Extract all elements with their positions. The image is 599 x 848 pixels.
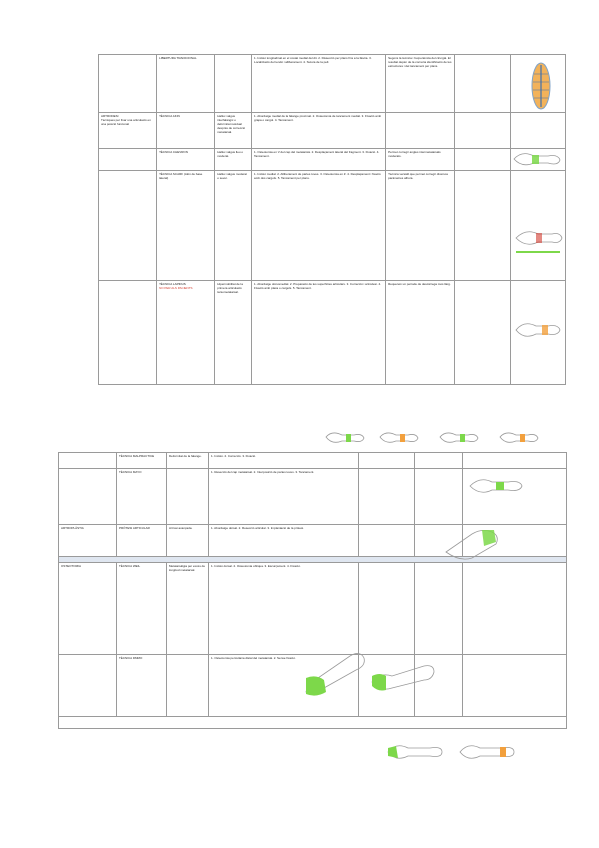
indication-cell: Artrosi avançada. <box>167 525 209 557</box>
bone-illustration <box>520 60 562 112</box>
steps-cell: 1. Incisió medial. 2. Alliberament de partes toves. 3. Osteotomia en Z. 4. Desplaçament i fixació amb dos cargols. 5. Tancament per plans. <box>252 171 386 281</box>
section-cell <box>99 113 157 149</box>
technique-name: LIBERTURA TRADICIONAL <box>159 56 197 60</box>
technique-name-cell <box>157 149 215 171</box>
notes-cell <box>386 113 455 149</box>
empty-row <box>59 717 567 729</box>
technique-name: TÈCNICA SCARF (Akin de base lateral) <box>159 172 203 180</box>
table-row <box>99 281 566 385</box>
section-cell: OSTEOTOMIA <box>59 563 117 655</box>
technique-name-cell <box>157 171 215 281</box>
indication-cell: Metatarsàlgia per excés de longitud metatarsal. <box>167 563 209 655</box>
technique-name: TÈCNICA CHEVRON <box>159 150 188 154</box>
indication-cell <box>167 655 209 717</box>
steps-cell: 1. Incisió longitudinal en el costat medial del dit. 2. Dissecció per plans fins a la fàscia. 3. Localització del tendó i alliberament. 4. Sutura de la pell. <box>252 55 386 113</box>
indication-cell: Deformitat de la falange. <box>167 453 209 469</box>
section-label: ARTRODESI <box>101 114 119 118</box>
figure-note-cell <box>455 113 511 149</box>
technique-name: TÈCNICA DMMO <box>117 655 167 717</box>
section-cell <box>99 171 157 281</box>
notes-cell: Tècnica versàtil que permet corregir diversos paràmetres alhora. <box>386 171 455 281</box>
steps-cell: 1. Osteotomia percutània distal del metatarsià. 2. Sense fixació. <box>209 655 359 717</box>
section-cell: ARTROPLÀSTIA <box>59 525 117 557</box>
section-cell <box>59 453 117 469</box>
technique-name: PRÒTESI ARTICULAR <box>117 525 167 557</box>
figure-note-cell <box>455 149 511 171</box>
indication-cell: Hallux valgus interfalàngic o deformitat residual després de correcció metatarsal. <box>215 113 252 149</box>
indication-cell: Hallux valgus lleu o moderat. <box>215 149 252 171</box>
indication-cell: Hipermobilitat de la primera articulació tarsometatarsal. <box>215 281 252 385</box>
technique-table-1 <box>98 54 566 385</box>
notes-cell <box>359 525 415 557</box>
fusion-illustration <box>512 310 564 350</box>
technique-warning: NO PER ALS PACIENTS <box>159 286 193 290</box>
indication-cell <box>215 55 252 113</box>
section-cell <box>99 55 157 113</box>
table-row <box>59 717 567 729</box>
section-cell <box>99 281 157 385</box>
extra-cell <box>415 453 463 469</box>
steps-cell: 1. Incisió. 2. Correcció. 3. Fixació. <box>209 453 359 469</box>
bone-illustration <box>442 522 506 562</box>
steps-cell: 1. Incisió dorsal. 2. Osteotomia oblíqua. 3. Escurçament. 4. Fixació. <box>209 563 359 655</box>
section-note: Tècniques per fixar una articulació en una posició funcional <box>101 118 151 126</box>
table-row <box>99 149 566 171</box>
figure-note-cell <box>455 171 511 281</box>
section-cell <box>59 655 117 717</box>
steps-cell: 1. Abordatge medial de la falange proximal. 2. Osteotomia de tancament medial. 3. Fixació amb grapa o cargol. 4. Tancament. <box>252 113 386 149</box>
indication-cell: Hallux valgus moderat o sever. <box>215 171 252 281</box>
metatarsal-illustration <box>368 652 438 696</box>
section-cell <box>99 149 157 171</box>
section-cell <box>59 469 117 525</box>
notes-cell: Requereix un període de descàrrega més llarg. <box>386 281 455 385</box>
steps-cell: 1. Resecció del cap metatarsal. 2. Interposició de partes toves. 3. Tancament. <box>209 469 359 525</box>
technique-name: TÈCNICA MALPRACTICE <box>117 453 167 469</box>
technique-name: TÈCNICA WEIL <box>117 563 167 655</box>
technique-name-cell <box>157 113 215 149</box>
bone-illustration <box>466 470 526 502</box>
steps-cell: 1. Abordatge dorsomedial. 2. Preparació de les superfícies articulars. 3. Correcció i artrodesi. 4. Fixació amb placa o cargols. 5. Tancament. <box>252 281 386 385</box>
steps-cell: 1. Abordatge dorsal. 2. Resecció articular. 3. Implantació de la pròtesi. <box>209 525 359 557</box>
notes-cell <box>359 453 415 469</box>
metatarsal-illustration <box>384 738 446 766</box>
indication-cell <box>167 469 209 525</box>
table-row <box>99 55 566 113</box>
steps-cell: 1. Osteotomia en V del cap del metatarsià. 2. Desplaçament lateral del fragment. 3. Fixació. 4. Tancament. <box>252 149 386 171</box>
figure-note-cell <box>455 281 511 385</box>
technique-name-cell <box>157 281 215 385</box>
figure-cell <box>463 453 567 469</box>
extra-cell <box>415 469 463 525</box>
table-row <box>99 113 566 149</box>
notes-cell <box>359 469 415 525</box>
table-row <box>59 453 567 469</box>
extra-cell <box>415 563 463 655</box>
technique-name-cell <box>157 55 215 113</box>
figure-cell <box>463 563 567 655</box>
figure-cell <box>463 655 567 717</box>
figure-cell <box>511 113 566 149</box>
metatarsal-illustration <box>300 636 370 700</box>
foot-bone-illustration <box>512 148 562 170</box>
notes-cell: Permet corregir angles intermetatarsals moderats. <box>386 149 455 171</box>
metatarsal-illustration <box>456 738 518 766</box>
notes-cell: Segons la tècnica i l'experiència del cirurgià. El resultat depèn de la correcta identificació de les estructures i del tancament per plans. <box>386 55 455 113</box>
bone-figure-strip <box>322 426 562 448</box>
figure-note-cell <box>455 55 511 113</box>
technique-name: TÈCNICA AKIN <box>159 114 180 118</box>
osteotomy-illustration <box>512 212 564 258</box>
technique-name: TÈCNICA MAYO <box>117 469 167 525</box>
technique-name: TÈCNICA LAPIDUS <box>159 282 186 286</box>
table-row <box>99 171 566 281</box>
